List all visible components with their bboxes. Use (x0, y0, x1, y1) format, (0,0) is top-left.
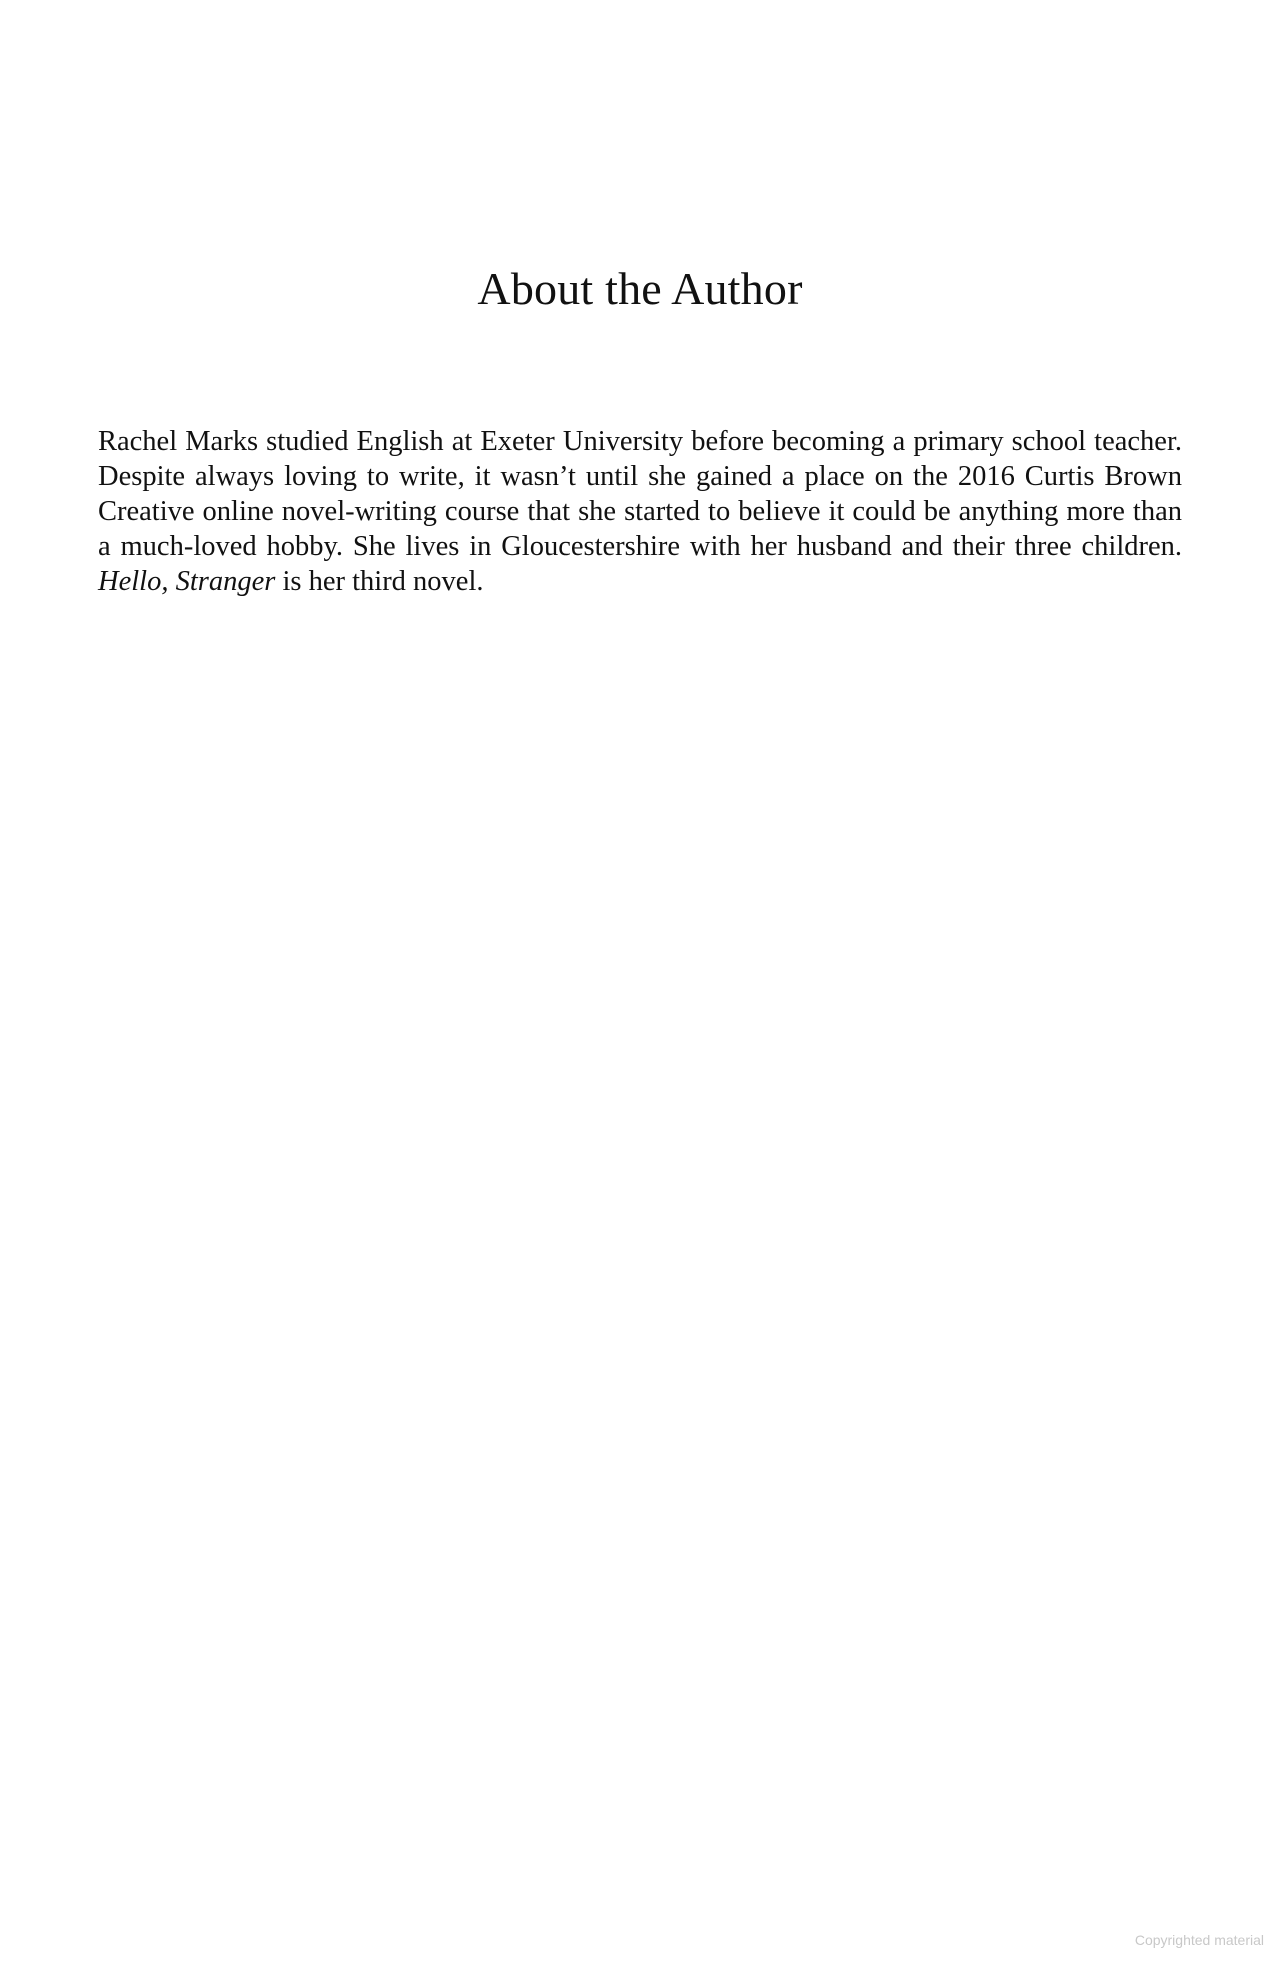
book-title: Hello, Stranger (98, 566, 276, 597)
page-title: About the Author (477, 263, 803, 314)
bio-text-before: Rachel Marks studied English at Exeter University before becoming a primary school teacher. Despite always loving to write, it wasn’t until she gained a place on the 2016 Curtis Brown Creative online novel-writing course that she started to believe it could be anything more than a much-loved hobby. She lives in Gloucestershire with her husband and their three children. (98, 426, 1182, 562)
author-bio (98, 424, 1182, 599)
bio-text-after: is her third novel. (275, 566, 484, 597)
copyright-watermark: Copyrighted material (1134, 1932, 1264, 1948)
